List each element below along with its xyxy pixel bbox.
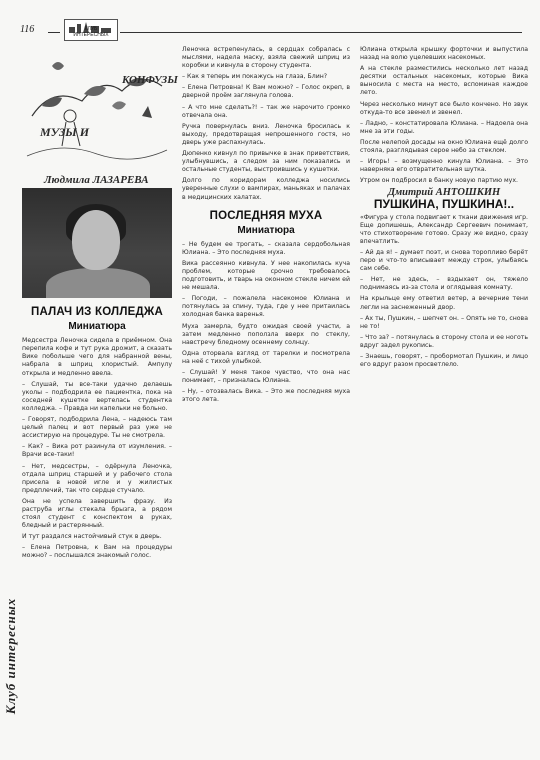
paragraph: На крыльце ему ответил ветер, а вечерние тени легли на заснеженный двор. <box>360 295 528 311</box>
paragraph: – Как я теперь им покажусь на глаза, Блин? <box>182 73 328 81</box>
paragraph: – Ах ты, Пушкин, – шепчет он. – Опять не то, снова не то! <box>360 314 528 330</box>
column-1 <box>22 46 178 564</box>
paragraph: – Что за? – потянулась в сторону стола и ее ноготь вдруг задел рукопись. <box>360 333 528 349</box>
story1-author: Людмила ЛАЗАРЕВА <box>44 174 149 186</box>
story1-subtitle: Миниатюра <box>68 321 126 333</box>
paragraph: Муха замерла, будто ожидая своей участи, а затем медленно поползла вверх по стеклу, навстречу бледному осеннему солнцу. <box>182 322 350 346</box>
paragraph: Ручка повернулась вниз. Леночка бросилась к выходу, предотвращая непрошенного гостя, но дверь уже распахнулась. <box>182 122 350 146</box>
paragraph: Дюпенко кивнул по привычке в знак приветствия, улыбнувшись, а следом за ним показались и остальные студенты, выстроившись у кушетки. <box>182 150 350 174</box>
paragraph: – Елена Петровна! К Вам можно? – Голос окреп, в дверной проём заглянула голова. <box>182 84 350 100</box>
paragraph: «Фигура у стола подвигает к ткани движения игр. Еще допишешь, Александр Сергеевич понимает, что стихотворение готово. Сразу же видно, сразу впечатлить. <box>360 213 528 245</box>
paragraph: А на стекле разместились несколько лет назад десятки остальных насекомых, которые Вика выносила с места на место, вспоминая каждое лето. <box>360 65 528 97</box>
paragraph: – Ай да я! – думает поэт, и снова торопливо берёт перо и что-то вписывает между строк, улыбаясь сам себе. <box>360 248 528 273</box>
story2-title: ПОСЛЕДНЯЯ МУХА <box>209 209 323 222</box>
author-photo <box>22 188 172 298</box>
paragraph: И тут раздался настойчивый стук в дверь. <box>22 533 162 541</box>
story1-title: ПАЛАЧ ИЗ КОЛЛЕДЖА <box>31 306 163 319</box>
paragraph: Долго по коридорам колледжа носились уверенные слухи о вампирах, маньяках и палачах в медицинских халатах. <box>182 177 350 201</box>
paragraph: Утром он подбросил в банку новую партию мух. <box>360 177 518 185</box>
page-number: 116 <box>20 24 35 35</box>
paragraph: – Нет, не здесь, – вздыхает он, тяжело поднимаясь из-за стола и оглядывая комнату. <box>360 276 528 292</box>
paragraph: – Ладно, – констатировала Юлиана. – Надоела она мне за эти годы. <box>360 119 528 135</box>
paragraph: – Слушай, ты все-таки удачно делаешь уколы – подбодрила ее пациентка, пока на соседней кушетке вертелась студентка колледжа. – Правда ни капельки не больно. <box>22 380 172 412</box>
illustration-word-left: МУЗЫ И <box>40 125 90 139</box>
paragraph: Юлиана открыла крышку форточки и выпустила назад на волю уцелевших насекомых. <box>360 46 528 62</box>
paragraph: Одна оторвала взгляд от тарелки и посмотрела на неё с тихой улыбкой. <box>182 349 350 365</box>
paragraph: – Слушай! У меня такое чувство, что она нас понимает, – призналась Юлиана. <box>182 369 350 385</box>
paragraph: – А что мне сделать?! – так же нарочито громко отвечала она. <box>182 103 350 119</box>
muses-illustration-icon <box>22 46 172 174</box>
paragraph: – Елена Петровна, к Вам на процедуры можно? – послышался знакомый голос. <box>22 544 172 560</box>
header-logo <box>60 18 120 40</box>
paragraph: Она не успела завершить фразу. Из раструба иглы стекала брызга, а рядом стоял студент с конспектом в руках, бледный и растерянный. <box>22 497 172 530</box>
page-header <box>0 18 540 44</box>
illustration-word-right: КОНФУЗЫ <box>122 74 178 86</box>
paragraph: Леночка встрепенулась, в сердцах собралась с мыслями, надела маску, взяла свежий шприц из коробки и кивнула в сторону студента. <box>182 46 350 70</box>
paragraph: Через несколько минут все было кончено. Но звук откуда-то все звенел и звенел. <box>360 100 528 116</box>
paragraph: – Игорь! – возмущенно кинула Юлиана. – Это наверняка его отвратительная шутка. <box>360 158 528 174</box>
story2-subtitle: Миниатюра <box>237 224 295 236</box>
paragraph: – Ну, – отозвалась Вика. – Это же последняя муха этого лета. <box>182 388 350 404</box>
paragraph: – Как? – Вика рот разинула от изумления. – Врачи все-таки! <box>22 443 172 459</box>
paragraph: – Говорят, подбодрила Лена, – надеюсь там целый палец и вот первый раз уже не ассистирую на процедуре. Ты не смотрела. <box>22 416 172 440</box>
side-band-text: Клуб интересных <box>3 597 18 715</box>
paragraph: – Не будем ее трогать, – сказала сердобольная Юлиана. – Это последняя муха. <box>182 240 350 256</box>
paragraph: Медсестра Леночка сидела в приёмном. Она перепила кофе и тут рука дрожит, а сказать Вике побольше чего для набранной вены, набрала в шприц хлористый. Ампулу открыла и медленно ввела. <box>22 337 172 377</box>
paragraph: – Погоди, – пожалела насекомое Юлиана и потянулась за спину, туда, где у нее притаилась холодная банка варенья. <box>182 295 350 319</box>
illustration <box>22 46 178 174</box>
paragraph: – Знаешь, говорят, – пробормотал Пушкин, и лицо его вдруг разом просветлело. <box>360 353 528 369</box>
logo-box <box>64 19 118 41</box>
paragraph: Вика рассеянно кивнула. У нее накопилась куча проблем, которые срочно требовалось подготовить, и тварь на оконном стекле ничем ей не мешала. <box>182 259 350 292</box>
column-2 <box>182 46 350 407</box>
paragraph: – Нет, медсестры, – одёрнула Леночка, отдала шприц старшей и у рабочего стола присела в новой игле и у жилистых предплечий, так что сердце стучало. <box>22 462 172 494</box>
paragraph: После нелепой досады на окно Юлиана ещё долго стояла, разглядывая серое небо за стеклом. <box>360 138 528 155</box>
side-band <box>4 560 18 750</box>
logo-text: КЛУБ ИНТЕРЕСНЫХ <box>73 26 109 38</box>
story3-author: Дмитрий АНТОШКИН <box>387 187 501 199</box>
column-3 <box>360 46 528 372</box>
story3-title: ПУШКИНА, ПУШКИНА!.. <box>373 196 515 211</box>
